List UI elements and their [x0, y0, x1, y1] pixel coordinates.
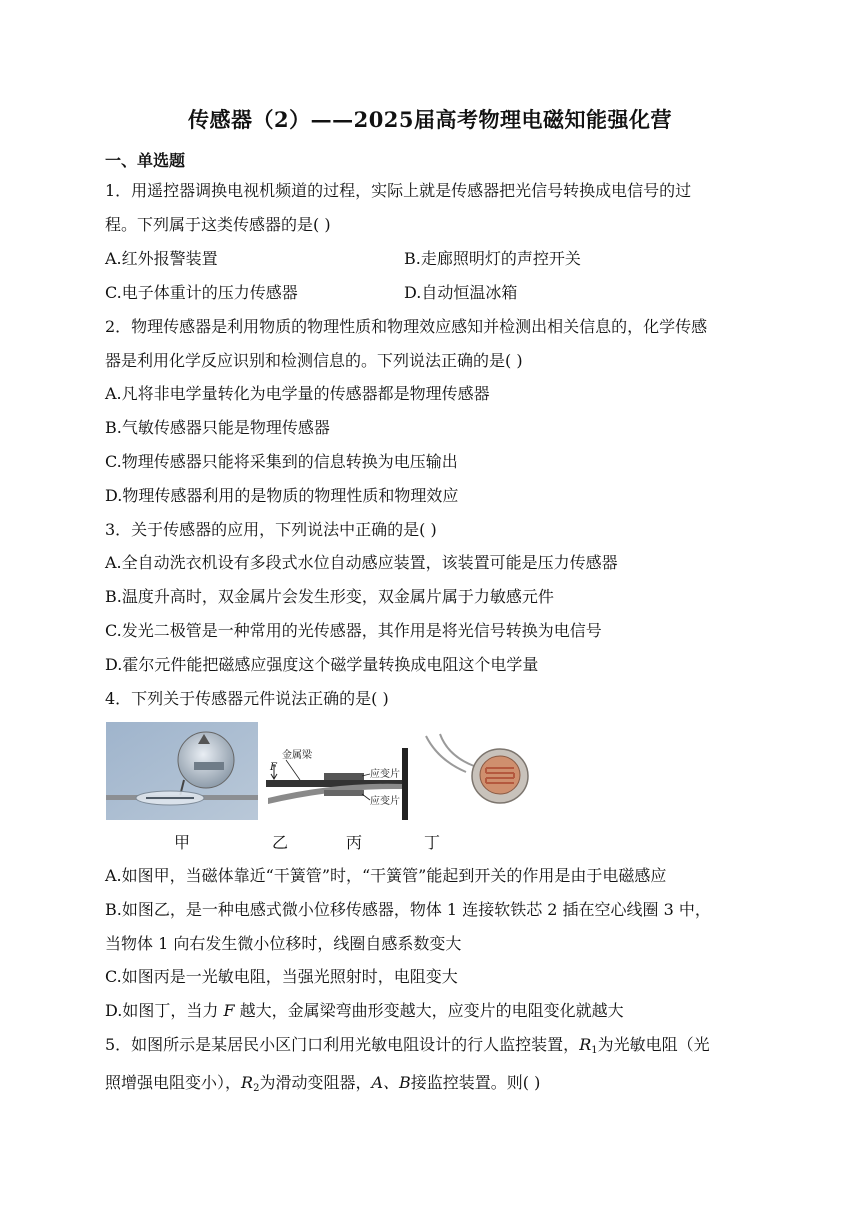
strain-gauge-diagram: [266, 748, 416, 820]
q4-option-b-line2: 当物体 1 向右发生微小位移时，线圈自感系数变大: [105, 934, 462, 953]
page-title: 传感器（2）——2025届高考物理电磁知能强化营: [187, 107, 673, 132]
photoresistor-photo: [418, 732, 530, 812]
beam-label: 金属梁: [282, 750, 312, 761]
gauge-bottom-label: 应变片: [370, 796, 400, 807]
caption-bing: 丙: [346, 833, 363, 852]
q5-stem-line2: 照增强电阻变小），$R_2$为滑动变阻器，A、B接监控装置。则( ): [105, 1073, 541, 1094]
q5-stem-line1: 5．如图所示是某居民小区门口利用光敏电阻设计的行人监控装置，$R_1$为光敏电阻（光: [105, 1035, 710, 1056]
q4-option-b-line1: B.如图乙，是一种电感式微小位移传感器，物体 1 连接软铁芯 2 插在空心线圈 3 中，: [105, 900, 711, 919]
q4-option-c: C.如图丙是一光敏电阻，当强光照射时，电阻变大: [105, 967, 458, 986]
q1-option-c: C.电子体重计的压力传感器: [105, 283, 298, 302]
q2-option-c: C.物理传感器只能将采集到的信息转换为电压输出: [105, 452, 458, 471]
q1-stem-line1: 1．用遥控器调换电视机频道的过程，实际上就是传感器把光信号转换成电信号的过: [105, 181, 692, 200]
q4-option-a: A.如图甲，当磁体靠近“干簧管”时，“干簧管”能起到开关的作用是由于电磁感应: [105, 866, 667, 885]
q4-option-d: D.如图丁，当力 F 越大，金属梁弯曲形变越大，应变片的电阻变化就越大: [105, 1001, 624, 1020]
q2-stem-line2: 器是利用化学反应识别和检测信息的。下列说法正确的是( ): [105, 351, 523, 370]
section-heading: 一、单选题: [105, 151, 186, 170]
q3-stem: 3．关于传感器的应用，下列说法中正确的是( ): [105, 520, 437, 539]
q2-stem-line1: 2．物理传感器是利用物质的物理性质和物理效应感知并检测出相关信息的，化学传感: [105, 317, 708, 336]
q1-option-a: A.红外报警装置: [105, 249, 218, 268]
force-label: F: [270, 762, 277, 773]
q2-option-b: B.气敏传感器只能是物理传感器: [105, 418, 330, 437]
caption-jia: 甲: [174, 833, 191, 852]
caption-yi: 乙: [272, 833, 289, 852]
q4-stem: 4．下列关于传感器元件说法正确的是( ): [105, 689, 389, 708]
q3-option-b: B.温度升高时，双金属片会发生形变，双金属片属于力敏感元件: [105, 587, 554, 606]
q1-option-b: B.走廊照明灯的声控开关: [404, 249, 581, 268]
q1-stem-line2: 程。下列属于这类传感器的是( ): [105, 215, 331, 234]
q3-option-d: D.霍尔元件能把磁感应强度这个磁学量转换成电阻这个电学量: [105, 655, 539, 674]
q1-option-d: D.自动恒温冰箱: [404, 283, 518, 302]
q3-option-a: A.全自动洗衣机设有多段式水位自动感应装置，该装置可能是压力传感器: [105, 553, 618, 572]
q2-option-d: D.物理传感器利用的是物质的物理性质和物理效应: [105, 486, 459, 505]
caption-ding: 丁: [424, 833, 441, 852]
q3-option-c: C.发光二极管是一种常用的光传感器，其作用是将光信号转换为电信号: [105, 621, 602, 640]
gauge-top-label: 应变片: [370, 769, 400, 780]
reed-switch-photo: [106, 722, 258, 820]
q2-option-a: A.凡将非电学量转化为电学量的传感器都是物理传感器: [105, 384, 490, 403]
